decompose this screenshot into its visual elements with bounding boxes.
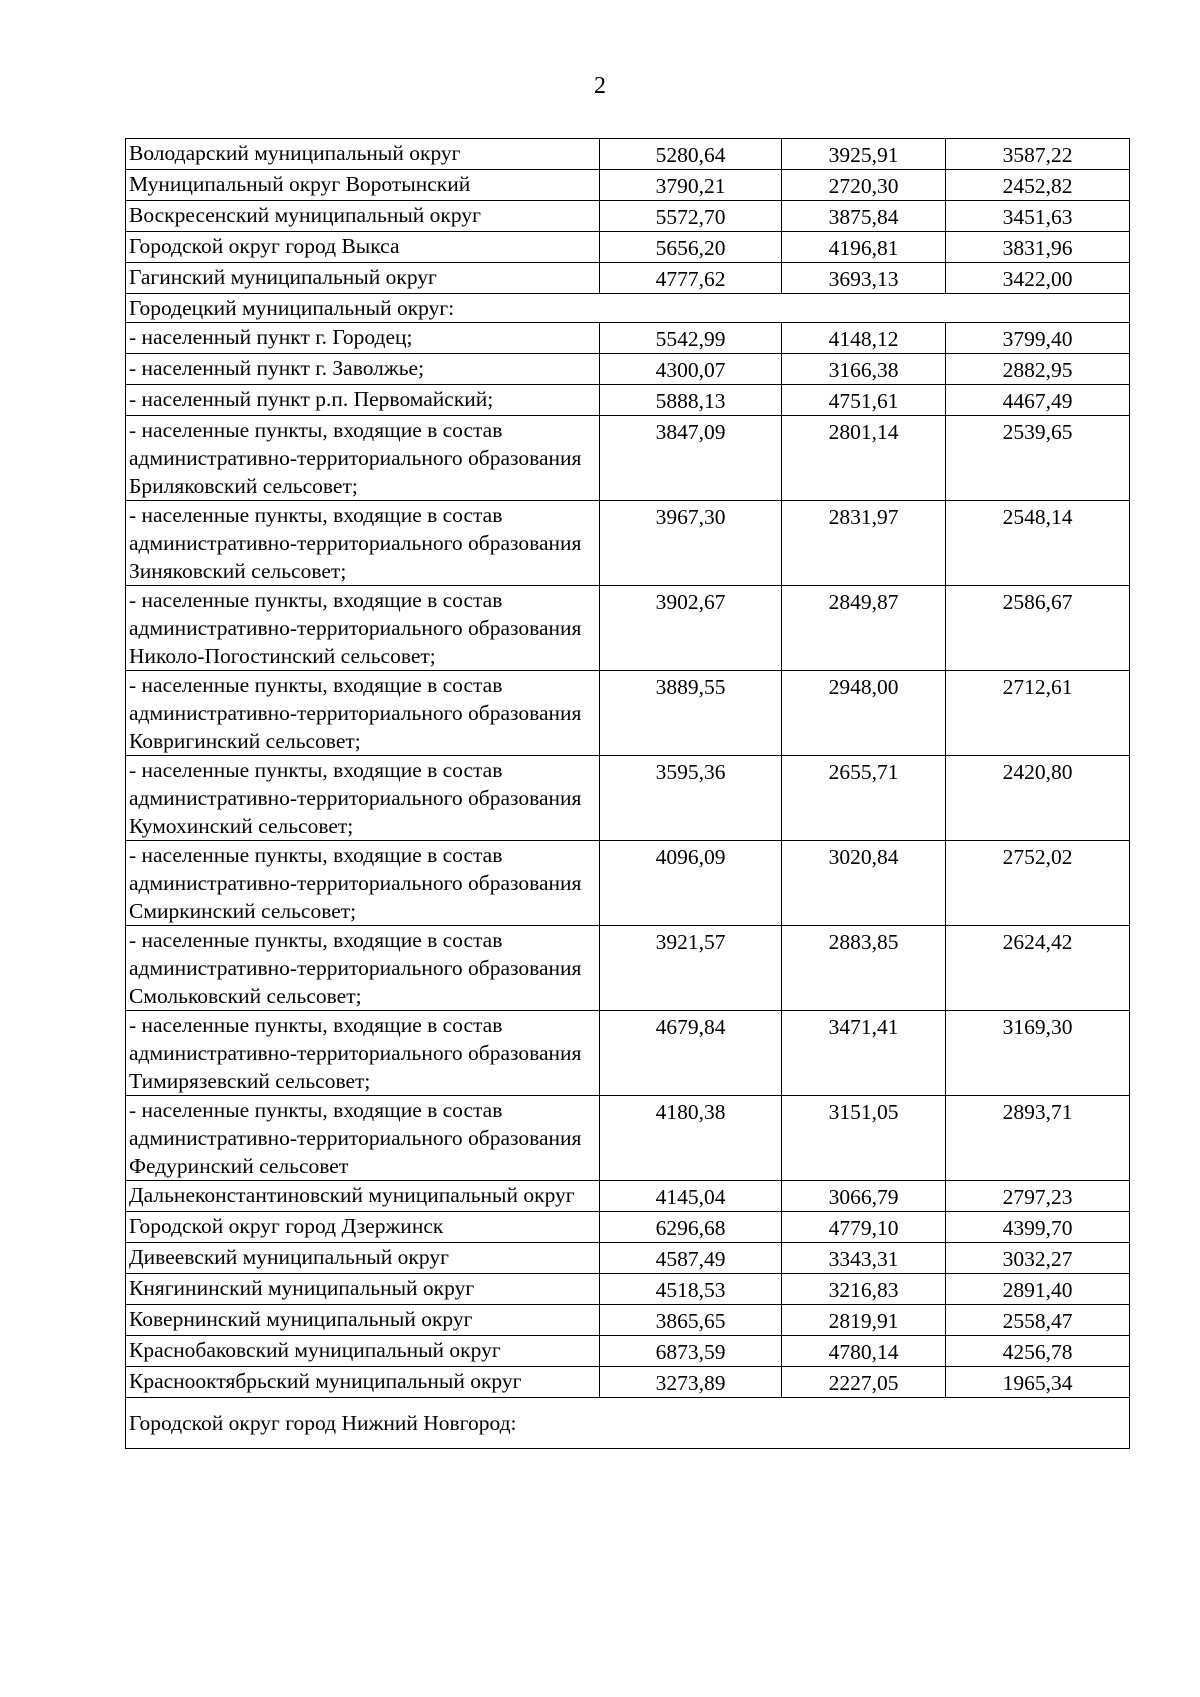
territory-name-cell: Ковернинский муниципальный округ [126, 1305, 600, 1336]
table-row [126, 1305, 1130, 1336]
table-row [126, 841, 1130, 926]
value-cell-2: 4751,61 [782, 385, 946, 416]
table-row [126, 1212, 1130, 1243]
territory-name-cell: - населенные пункты, входящие в состав административно-территориального образования Смольковский сельсовет; [126, 926, 600, 1011]
value-cell-3: 3831,96 [946, 232, 1130, 263]
value-cell-1: 4180,38 [600, 1096, 782, 1181]
territory-name-cell: - населенный пункт г. Заволжье; [126, 354, 600, 385]
table-row [126, 1274, 1130, 1305]
page-number: 2 [594, 73, 606, 99]
value-cell-1: 3967,30 [600, 501, 782, 586]
territory-name-cell: Городской округ город Выкса [126, 232, 600, 263]
value-cell-1: 5280,64 [600, 139, 782, 170]
table-row [126, 1336, 1130, 1367]
table-row [126, 501, 1130, 586]
value-cell-3: 3169,30 [946, 1011, 1130, 1096]
value-cell-2: 2819,91 [782, 1305, 946, 1336]
table-row [126, 1367, 1130, 1398]
territory-name-cell: Володарский муниципальный округ [126, 139, 600, 170]
table-row [126, 586, 1130, 671]
value-cell-2: 2849,87 [782, 586, 946, 671]
value-cell-1: 3847,09 [600, 416, 782, 501]
territory-name-cell: Краснобаковский муниципальный округ [126, 1336, 600, 1367]
territory-name-cell: Дивеевский муниципальный округ [126, 1243, 600, 1274]
value-cell-3: 2624,42 [946, 926, 1130, 1011]
value-cell-1: 3865,65 [600, 1305, 782, 1336]
rates-table [125, 138, 1130, 1449]
table-row [126, 139, 1130, 170]
value-cell-2: 4780,14 [782, 1336, 946, 1367]
territory-name-cell: - населенные пункты, входящие в состав административно-территориального образования Бриляковский сельсовет; [126, 416, 600, 501]
territory-name-cell: Гагинский муниципальный округ [126, 263, 600, 294]
value-cell-2: 3020,84 [782, 841, 946, 926]
territory-name-cell: Дальнеконстантиновский муниципальный округ [126, 1181, 600, 1212]
value-cell-3: 3799,40 [946, 323, 1130, 354]
value-cell-2: 2948,00 [782, 671, 946, 756]
value-cell-2: 4779,10 [782, 1212, 946, 1243]
table-row [126, 926, 1130, 1011]
value-cell-1: 4145,04 [600, 1181, 782, 1212]
territory-name-cell: - населенный пункт р.п. Первомайский; [126, 385, 600, 416]
value-cell-2: 3343,31 [782, 1243, 946, 1274]
value-cell-1: 3889,55 [600, 671, 782, 756]
territory-name-cell: - населенные пункты, входящие в состав административно-территориального образования Зиняковский сельсовет; [126, 501, 600, 586]
value-cell-3: 2797,23 [946, 1181, 1130, 1212]
territory-name-cell: - населенные пункты, входящие в состав административно-территориального образования Ковригинский сельсовет; [126, 671, 600, 756]
value-cell-1: 3921,57 [600, 926, 782, 1011]
territory-name-cell: Муниципальный округ Воротынский [126, 170, 600, 201]
value-cell-2: 3151,05 [782, 1096, 946, 1181]
value-cell-3: 2712,61 [946, 671, 1130, 756]
value-cell-2: 2227,05 [782, 1367, 946, 1398]
territory-name-cell: - населенные пункты, входящие в состав административно-территориального образования Кумохинский сельсовет; [126, 756, 600, 841]
value-cell-1: 6296,68 [600, 1212, 782, 1243]
section-title-cell: Городецкий муниципальный округ: [126, 294, 1130, 323]
territory-name-cell: - населенные пункты, входящие в состав административно-территориального образования Смиркинский сельсовет; [126, 841, 600, 926]
value-cell-3: 3587,22 [946, 139, 1130, 170]
table-section-row [126, 1398, 1130, 1449]
table-row [126, 1243, 1130, 1274]
value-cell-2: 3875,84 [782, 201, 946, 232]
value-cell-1: 4777,62 [600, 263, 782, 294]
territory-name-cell: Княгининский муниципальный округ [126, 1274, 600, 1305]
table-row [126, 232, 1130, 263]
value-cell-1: 5542,99 [600, 323, 782, 354]
table-row [126, 416, 1130, 501]
value-cell-2: 4148,12 [782, 323, 946, 354]
value-cell-1: 4518,53 [600, 1274, 782, 1305]
territory-name-cell: Краснооктябрьский муниципальный округ [126, 1367, 600, 1398]
value-cell-1: 3595,36 [600, 756, 782, 841]
value-cell-1: 5572,70 [600, 201, 782, 232]
value-cell-3: 2893,71 [946, 1096, 1130, 1181]
value-cell-3: 2558,47 [946, 1305, 1130, 1336]
value-cell-3: 3451,63 [946, 201, 1130, 232]
table-row [126, 323, 1130, 354]
value-cell-2: 2883,85 [782, 926, 946, 1011]
value-cell-3: 3422,00 [946, 263, 1130, 294]
value-cell-2: 3066,79 [782, 1181, 946, 1212]
value-cell-1: 5888,13 [600, 385, 782, 416]
value-cell-2: 3216,83 [782, 1274, 946, 1305]
value-cell-3: 1965,34 [946, 1367, 1130, 1398]
value-cell-3: 3032,27 [946, 1243, 1130, 1274]
value-cell-3: 2891,40 [946, 1274, 1130, 1305]
value-cell-2: 3471,41 [782, 1011, 946, 1096]
value-cell-3: 2420,80 [946, 756, 1130, 841]
value-cell-1: 6873,59 [600, 1336, 782, 1367]
territory-name-cell: - населенные пункты, входящие в состав административно-территориального образования Тимирязевский сельсовет; [126, 1011, 600, 1096]
territory-name-cell: - населенный пункт г. Городец; [126, 323, 600, 354]
territory-name-cell: Воскресенский муниципальный округ [126, 201, 600, 232]
value-cell-2: 3925,91 [782, 139, 946, 170]
value-cell-3: 2548,14 [946, 501, 1130, 586]
value-cell-3: 4399,70 [946, 1212, 1130, 1243]
value-cell-2: 3166,38 [782, 354, 946, 385]
table-row [126, 1181, 1130, 1212]
value-cell-1: 3273,89 [600, 1367, 782, 1398]
table-row [126, 1011, 1130, 1096]
value-cell-1: 3902,67 [600, 586, 782, 671]
table-row [126, 201, 1130, 232]
table-row [126, 385, 1130, 416]
value-cell-2: 2720,30 [782, 170, 946, 201]
territory-name-cell: Городской округ город Дзержинск [126, 1212, 600, 1243]
value-cell-3: 2882,95 [946, 354, 1130, 385]
value-cell-1: 4587,49 [600, 1243, 782, 1274]
value-cell-2: 3693,13 [782, 263, 946, 294]
value-cell-3: 2539,65 [946, 416, 1130, 501]
table-row [126, 1096, 1130, 1181]
value-cell-1: 4096,09 [600, 841, 782, 926]
territory-name-cell: - населенные пункты, входящие в состав административно-территориального образования Федуринский сельсовет [126, 1096, 600, 1181]
value-cell-1: 5656,20 [600, 232, 782, 263]
value-cell-1: 4679,84 [600, 1011, 782, 1096]
value-cell-1: 3790,21 [600, 170, 782, 201]
territory-name-cell: - населенные пункты, входящие в состав административно-территориального образования Николо-Погостинский сельсовет; [126, 586, 600, 671]
value-cell-2: 2801,14 [782, 416, 946, 501]
table-row [126, 671, 1130, 756]
table-row [126, 263, 1130, 294]
table-row [126, 170, 1130, 201]
table-row [126, 756, 1130, 841]
section-title-cell: Городской округ город Нижний Новгород: [126, 1398, 1130, 1449]
value-cell-2: 2831,97 [782, 501, 946, 586]
rates-table-body [126, 139, 1130, 1449]
value-cell-3: 4256,78 [946, 1336, 1130, 1367]
table-row [126, 354, 1130, 385]
value-cell-3: 2752,02 [946, 841, 1130, 926]
value-cell-1: 4300,07 [600, 354, 782, 385]
value-cell-3: 4467,49 [946, 385, 1130, 416]
value-cell-2: 4196,81 [782, 232, 946, 263]
table-section-row [126, 294, 1130, 323]
value-cell-2: 2655,71 [782, 756, 946, 841]
value-cell-3: 2452,82 [946, 170, 1130, 201]
value-cell-3: 2586,67 [946, 586, 1130, 671]
